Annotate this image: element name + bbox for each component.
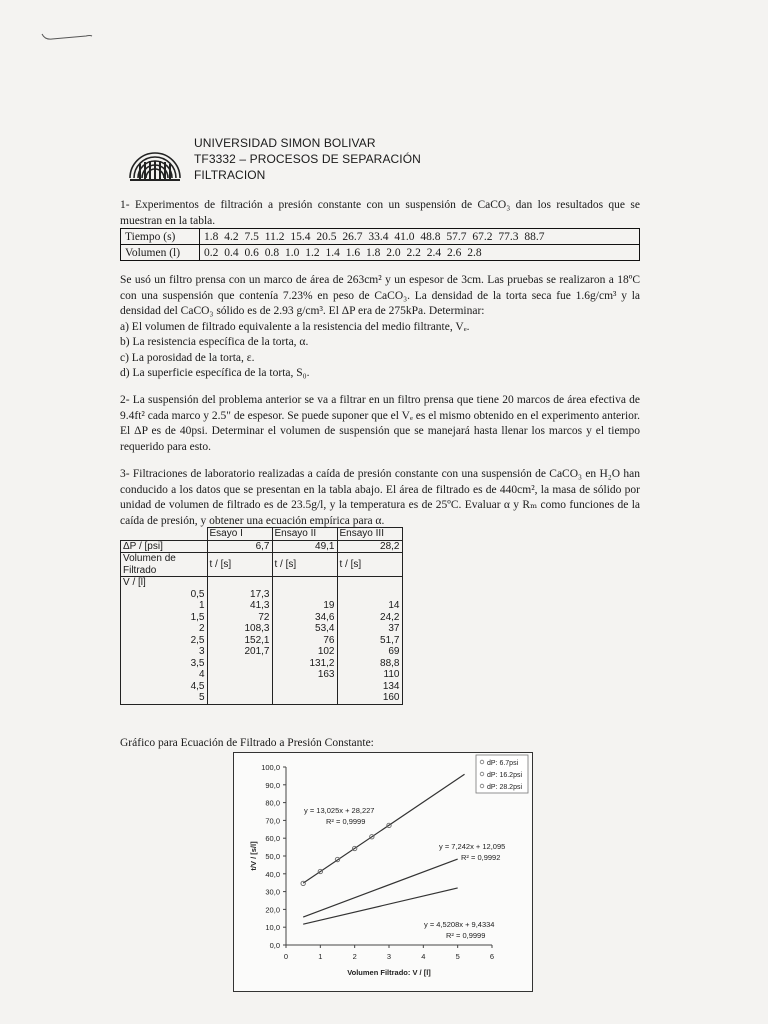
table-cell: 17,3 bbox=[207, 589, 272, 601]
table-cell bbox=[207, 692, 272, 704]
table-cell: Volumen (l) bbox=[121, 245, 200, 261]
table-cell: 4,5 bbox=[121, 681, 208, 693]
x-tick-label: 0 bbox=[283, 952, 289, 961]
table-cell: 34,6 bbox=[272, 612, 337, 624]
table-cell bbox=[337, 589, 402, 601]
x-tick-label: 3 bbox=[386, 952, 392, 961]
table-cell: 49,1 bbox=[272, 540, 337, 553]
y-tick-label: 50,0 bbox=[265, 852, 280, 861]
table-cell: 2 bbox=[121, 623, 208, 635]
trendline-0 bbox=[303, 774, 464, 883]
y-tick-label: 30,0 bbox=[265, 887, 280, 897]
table-cell: 19 bbox=[272, 600, 337, 612]
table-cell: 1,5 bbox=[121, 612, 208, 624]
table-cell: 14 bbox=[337, 600, 402, 612]
x-tick-label: 2 bbox=[352, 952, 357, 961]
data-point bbox=[301, 881, 305, 885]
x-tick-label: 5 bbox=[455, 952, 460, 961]
table-cell: 0,5 bbox=[121, 589, 208, 601]
table-row bbox=[121, 681, 403, 693]
problem1-intro: 1- Experimentos de filtración a presión constante con un suspensión de CaCO₃ dan los resultados que se muestran en la tabla. bbox=[120, 199, 640, 227]
university-name: UNIVERSIDAD SIMON BOLIVAR bbox=[194, 136, 376, 150]
y-tick-label: 70,0 bbox=[265, 816, 280, 826]
table-cell: 41,3 bbox=[207, 600, 272, 612]
table-cell bbox=[207, 669, 272, 681]
table-header: Ensayo II bbox=[272, 528, 337, 541]
table-cell: 0.2 0.4 0.6 0.8 1.0 1.2 1.4 1.6 1.8 2.0 2.2 2.4 2.6 2.8 bbox=[200, 245, 640, 261]
table-cell: 5 bbox=[121, 692, 208, 704]
legend-entry: dP: 16.2psi bbox=[487, 772, 523, 779]
table-cell: Volumen de Filtrado bbox=[121, 553, 208, 577]
table-cell: 134 bbox=[337, 681, 402, 693]
table-header: Esayo I bbox=[207, 528, 272, 541]
legend-entry: dP: 6.7psi bbox=[487, 760, 519, 767]
table-cell bbox=[272, 692, 337, 704]
table-cell: 69 bbox=[337, 646, 402, 658]
table-row bbox=[121, 540, 403, 553]
table-cell: 2,5 bbox=[121, 635, 208, 647]
table-row bbox=[121, 589, 403, 601]
table-row bbox=[121, 669, 403, 681]
x-tick-label: 1 bbox=[318, 952, 323, 961]
table-cell: 131,2 bbox=[272, 658, 337, 670]
document-header bbox=[126, 134, 421, 184]
table-row bbox=[121, 577, 403, 589]
trendline-equation: y = 7,242x + 12,095 bbox=[439, 842, 506, 851]
table-row bbox=[121, 528, 403, 541]
table-cell bbox=[207, 577, 272, 589]
table-row bbox=[121, 646, 403, 658]
table-cell bbox=[272, 589, 337, 601]
list-item: c) La porosidad de la torta, ε. bbox=[120, 351, 255, 364]
table-cell bbox=[272, 681, 337, 693]
table-row bbox=[121, 229, 640, 245]
y-tick-label: 100,0 bbox=[261, 763, 280, 772]
y-tick-label: 20,0 bbox=[265, 905, 280, 915]
problem1-text: Se usó un filtro prensa con un marco de área de 263cm² y un espesor de 3cm. Las pruebas se realizaron a 18ºC con una suspensión que contenía 7.23% en peso de CaCO₃. La densidad de la torta seca fue 1.6g/cm³ y la densidad del CaCO₃ sólido es de 2.93 g/cm³. El ΔP era de 275kPa. Determinar: a) El volumen de filtrado equivalente a la resistencia del medio filtrante, Vₑ. b) La resistencia específica de la torta, α. c) La porosidad de la torta, ε. d) La superficie específica de la torta, S₀. bbox=[120, 273, 640, 382]
table-cell: 1 bbox=[121, 600, 208, 612]
table-cell: 160 bbox=[337, 692, 402, 704]
problem1-table bbox=[120, 228, 640, 261]
problem3-table bbox=[120, 527, 403, 705]
trendline-equation: y = 4,5208x + 9,4334 bbox=[424, 920, 495, 929]
legend-entry: dP: 28.2psi bbox=[487, 784, 523, 791]
problem2-text: 2- La suspensión del problema anterior se va a filtrar en un filtro prensa que tiene 20 marcos de área efectiva de 9.4ft² cada marco y 2.5" de espesor. Se puede suponer que el Vₑ es el mismo obtenido en el experimento anterior. El ΔP es de 40psi. Determinar el volumen de suspensión que se manejará hasta llenar los marcos y el tiempo requerido para esto. bbox=[120, 394, 640, 453]
table-cell: ΔP / [psi] bbox=[121, 540, 208, 553]
x-tick-label: 6 bbox=[489, 952, 495, 961]
chart-svg bbox=[234, 753, 532, 991]
table-cell: 51,7 bbox=[337, 635, 402, 647]
trendline-r2: R² = 0,9992 bbox=[461, 853, 501, 862]
table-cell: 72 bbox=[207, 612, 272, 624]
table-row bbox=[121, 658, 403, 670]
x-axis-label: Volumen Filtrado: V / [l] bbox=[347, 968, 431, 977]
table-cell: 24,2 bbox=[337, 612, 402, 624]
table-cell: 88,8 bbox=[337, 658, 402, 670]
y-tick-label: 10,0 bbox=[265, 923, 280, 933]
trendline-equation: y = 13,025x + 28,227 bbox=[304, 806, 375, 815]
table-cell bbox=[207, 658, 272, 670]
table-cell: Tiempo (s) bbox=[121, 229, 200, 245]
y-tick-label: 0,0 bbox=[269, 941, 280, 950]
trendline-r2: R² = 0,9999 bbox=[446, 931, 486, 940]
table-row bbox=[121, 612, 403, 624]
table-row bbox=[121, 553, 403, 577]
y-tick-label: 40,0 bbox=[265, 869, 280, 879]
table-row bbox=[121, 635, 403, 647]
table-cell: t / [s] bbox=[337, 553, 402, 577]
table-cell: 76 bbox=[272, 635, 337, 647]
table-cell: 102 bbox=[272, 646, 337, 658]
table-cell bbox=[121, 528, 208, 541]
table-header: Ensayo III bbox=[337, 528, 402, 541]
table-cell: 6,7 bbox=[207, 540, 272, 553]
table-cell: 3 bbox=[121, 646, 208, 658]
table-cell: 1.8 4.2 7.5 11.2 15.4 20.5 26.7 33.4 41.0 48.8 57.7 67.2 77.3 88.7 bbox=[200, 229, 640, 245]
chart-title: Gráfico para Ecuación de Filtrado a Presión Constante: bbox=[120, 737, 374, 749]
table-cell: 152,1 bbox=[207, 635, 272, 647]
chart-container bbox=[233, 752, 533, 992]
trendline-r2: R² = 0,9999 bbox=[326, 817, 366, 826]
table-row bbox=[121, 692, 403, 704]
y-tick-label: 80,0 bbox=[265, 798, 280, 808]
table-cell bbox=[337, 577, 402, 589]
table-cell: t / [s] bbox=[272, 553, 337, 577]
y-axis-label: t/V / [s/l] bbox=[249, 841, 258, 871]
table-cell bbox=[272, 577, 337, 589]
table-cell: 163 bbox=[272, 669, 337, 681]
table-cell: 4 bbox=[121, 669, 208, 681]
y-tick-label: 60,0 bbox=[265, 834, 280, 844]
trendline-2 bbox=[303, 888, 458, 924]
y-tick-label: 90,0 bbox=[265, 780, 280, 790]
university-logo-icon bbox=[126, 134, 184, 184]
table-cell: 108,3 bbox=[207, 623, 272, 635]
table-cell: 53,4 bbox=[272, 623, 337, 635]
list-item: b) La resistencia específica de la torta, α. bbox=[120, 336, 309, 348]
table-row bbox=[121, 245, 640, 261]
pen-mark bbox=[40, 28, 100, 44]
problem3-text: 3- Filtraciones de laboratorio realizadas a caída de presión constante con una suspensión de CaCO₃ en H₂O han conducido a los datos que se presentan en la tabla abajo. El área de filtrado es de 440cm², la masa de sólido por unidad de volumen de filtrado es de 23.5g/l, y la temperatura es de 25ºC. Evaluar α y Rₘ como funciones de la caída de presión, y obtener una ecuación empírica para α. bbox=[120, 468, 640, 527]
table-cell: 110 bbox=[337, 669, 402, 681]
table-row bbox=[121, 623, 403, 635]
table-cell: 37 bbox=[337, 623, 402, 635]
course-name: TF3332 – PROCESOS DE SEPARACIÓN bbox=[194, 152, 421, 166]
table-cell: V / [l] bbox=[121, 577, 208, 589]
x-tick-label: 4 bbox=[421, 952, 426, 961]
table-cell: 3,5 bbox=[121, 658, 208, 670]
table-cell: t / [s] bbox=[207, 553, 272, 577]
list-item: d) La superficie específica de la torta, S₀. bbox=[120, 367, 310, 379]
table-cell: 28,2 bbox=[337, 540, 402, 553]
table-cell bbox=[207, 681, 272, 693]
table-row bbox=[121, 600, 403, 612]
list-item: a) El volumen de filtrado equivalente a la resistencia del medio filtrante, Vₑ. bbox=[120, 320, 470, 333]
table-cell: 201,7 bbox=[207, 646, 272, 658]
topic-name: FILTRACION bbox=[194, 168, 266, 182]
